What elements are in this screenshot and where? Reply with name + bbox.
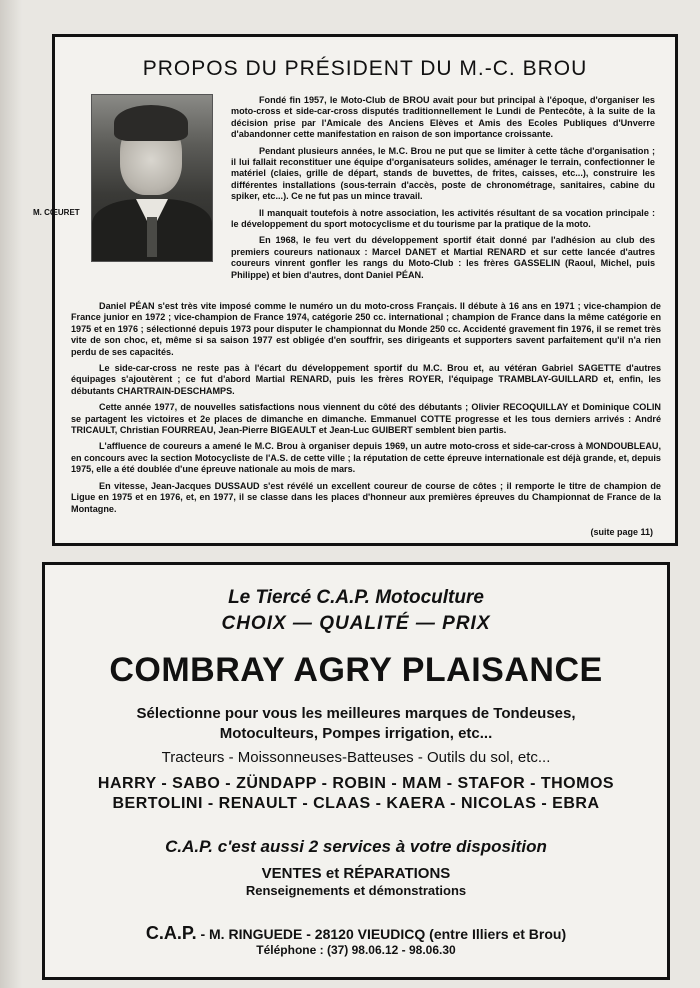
continued-note: (suite page 11) <box>590 527 653 537</box>
intro-paragraph: Il manquait toutefois à notre association, les activités résultant de sa vocation principale : le développement du sport motocyclisme et du tourisme par la pratique de la moto. <box>231 207 655 230</box>
ad-address <box>45 923 667 944</box>
cap-advertisement <box>42 562 670 980</box>
ad-selection-line-1: Sélectionne pour vous les meilleures marques de Tondeuses, <box>136 705 576 722</box>
intro-paragraph: Pendant plusieurs années, le M.C. Brou ne put que se limiter à cette tâche d'organisation ; il lui fallait reconstituer une équipe d'organisateurs solides, aménager le terrain, confectionner le matériel (claies, grille de départ, stands de buvettes, de frites, caisses, etc...), construire les différentes installations (sous-terrain d'accès, poste de chronométrage, sanitaires, cabine du spiker, etc...). Ce ne fut pas un mince travail. <box>231 145 655 202</box>
body-paragraph: En vitesse, Jean-Jacques DUSSAUD s'est révélé un excellent coureur de course de côtes ; il remporte le titre de champion de Ligue en 1975 et en 1976, et, en 1977, il se classe dans les places d'honneur aux premières épreuves du Championnat de France de la Montagne. <box>71 480 661 514</box>
ad-brands-line-1: HARRY - SABO - ZÜNDAPP - ROBIN - MAM - STAFOR - THOMOS <box>97 775 615 792</box>
ad-phone: Téléphone : (37) 98.06.12 - 98.06.30 <box>256 943 456 957</box>
ad-tierce: Le Tiercé C.A.P. Motoculture <box>228 587 484 608</box>
ad-ventes: VENTES et RÉPARATIONS <box>261 865 451 882</box>
body-paragraph: L'affluence de coureurs a amené le M.C. Brou à organiser depuis 1969, un autre moto-cross et side-car-cross à MONDOUBLEAU, en concours avec la section Motocycliste de l'A.S. de cette ville ; la réputation de cette épreuve internationale est déjà grande, et, depuis 1975, elle a été doublée d'une épreuve nationale au mois de mars. <box>71 441 661 475</box>
president-article <box>33 34 678 546</box>
ad-selection-line-2: Motoculteurs, Pompes irrigation, etc... <box>219 725 493 742</box>
article-intro <box>231 95 655 286</box>
intro-paragraph: En 1968, le feu vert du développement sportif était donné par l'adhésion au club des premiers coureurs nationaux : Marcel DANET et Martial RENARD et sur cette lancée d'autres coureurs vinrent gonfler les rangs du Moto-Club : les frères GASSELIN (Raoul, Michel, puis Philippe) et bien d'autres, dont Daniel PÉAN. <box>231 235 655 280</box>
intro-paragraph: Fondé fin 1957, le Moto-Club de BROU avait pour but principal à l'époque, d'organiser les moto-cross et side-car-cross disputés traditionnellement le Lundi de Pentecôte, à la suite de la décision prise par l'Amicale des Anciens Elèves et Amis des Ecoles Publiques d'Unverre d'abandonner cette manifestation en raison de son importance croissante. <box>231 95 655 140</box>
ad-brand-name: COMBRAY AGRY PLAISANCE <box>109 651 603 689</box>
ad-address-text: - M. RINGUEDE - 28120 VIEUDICQ (entre Illiers et Brou) <box>196 926 567 942</box>
ad-brands-line-2: BERTOLINI - RENAULT - CLAAS - KAERA - NICOLAS - EBRA <box>112 795 600 812</box>
president-photo <box>91 94 213 262</box>
ad-cap-label: C.A.P. <box>145 923 197 943</box>
ad-choix: CHOIX — QUALITÉ — PRIX <box>221 613 491 634</box>
body-paragraph: Le side-car-cross ne reste pas à l'écart du développement sportif du M.C. Brou et, au vétéran Gabriel SAGETTE d'autres équipages s'ajoutèrent ; ce fut d'abord Martial RENARD, puis les frères ROYER, l'équipage TRAMBLAY-GUILLARD et, enfin, les débutants CHARTRAIN-DESCHAMPS. <box>71 363 661 396</box>
ad-tractors: Tracteurs - Moissonneuses-Batteuses - Outils du sol, etc... <box>161 749 551 766</box>
page-edge <box>0 0 22 988</box>
ad-renseignements: Renseignements et démonstrations <box>245 883 467 898</box>
article-title: PROPOS DU PRÉSIDENT DU M.-C. BROU <box>142 57 588 80</box>
photo-caption: M. CŒURET <box>33 208 80 217</box>
article-body <box>71 301 661 520</box>
body-paragraph: Cette année 1977, de nouvelles satisfactions nous viennent du côté des débutants ; Olivier RECOQUILLAY et Dominique COLIN se partagent les victoires et 2e places de dimanche en dimanche. Emmanuel COTTE progresse et les tous derniers arrivés : André TRICAULT, Christian FOURREAU, Jean-Pierre BIGEAULT et Jean-Luc GUIBERT semblent bien partis. <box>71 402 661 436</box>
body-paragraph: Daniel PÉAN s'est très vite imposé comme le numéro un du moto-cross Français. Il débute à 16 ans en 1971 ; vice-champion de France junior en 1972 ; vice-champion de France 1974, catégorie 250 cc. international ; champion de France dans la même catégorie en 1975 et en 1976 ; sélectionné depuis 1973 pour disputer le championnat du Monde 250 cc. Accidenté gravement fin 1976, il se remet très vite de son choc, et, même si sa saison 1977 est obligée d'en souffrir, ses dirigeants et supporters savent parfaitement qu'il n'a rien perdu de ses capacités. <box>71 301 661 357</box>
ad-services: C.A.P. c'est aussi 2 services à votre disposition <box>165 837 547 856</box>
